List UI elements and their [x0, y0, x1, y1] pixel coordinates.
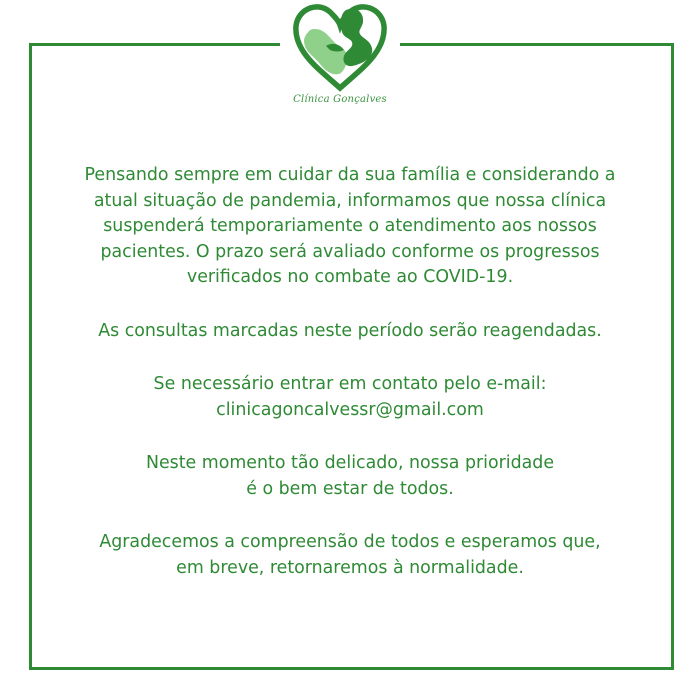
text-line: pacientes. O prazo será avaliado conforme os progressos — [100, 241, 600, 262]
text-line: Pensando sempre em cuidar da sua família e considerando a — [84, 165, 616, 185]
paragraph-rescheduling — [40, 319, 660, 345]
text-line: Agradecemos a compreensão de todos e esperamos que, — [99, 532, 601, 552]
paragraph-priority — [40, 451, 660, 502]
clinic-logo — [280, 0, 400, 118]
paragraph-suspension — [40, 163, 660, 291]
text-line: suspenderá temporariamente o atendimento aos nossos — [103, 216, 597, 236]
heart-mother-child-logo-icon — [290, 0, 390, 94]
text-line: Se necessário entrar em contato pelo e-mail: — [153, 374, 547, 394]
notice-text — [40, 163, 660, 609]
text-line: atual situação de pandemia, informamos que nossa clínica — [93, 190, 607, 211]
text-line: Neste momento tão delicado, nossa prioridade — [145, 453, 555, 473]
text-line: As consultas marcadas neste período serão reagendadas. — [98, 320, 602, 341]
paragraph-contact — [40, 372, 660, 423]
text-line: verificados no combate ao COVID-19. — [186, 267, 514, 287]
contact-email[interactable]: clinicagoncalvessr@gmail.com — [216, 399, 484, 420]
text-line: em breve, retornaremos à normalidade. — [176, 557, 524, 578]
clinic-name: Clínica Gonçalves — [293, 94, 387, 105]
text-line: é o bem estar de todos. — [246, 478, 454, 499]
paragraph-thanks — [40, 530, 660, 581]
